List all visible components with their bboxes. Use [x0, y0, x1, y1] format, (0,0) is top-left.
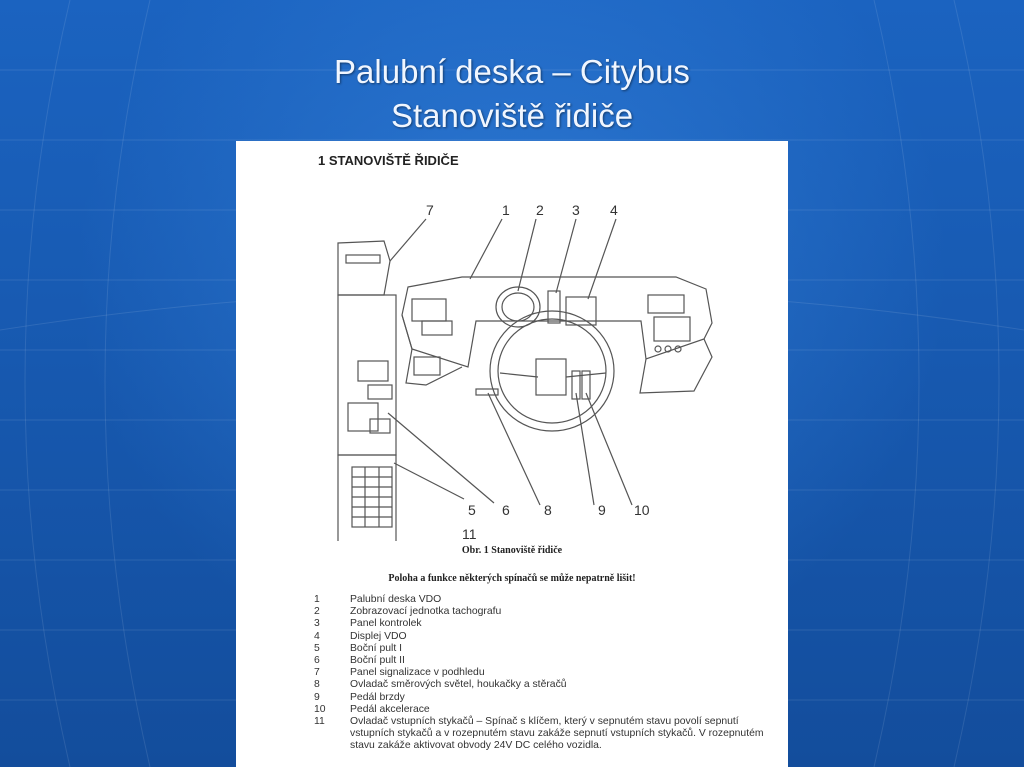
slide-title — [0, 50, 1024, 138]
legend-text: Ovladač vstupních stykačů – Spínač s klíčem, který v sepnutém stavu povolí sepnutí vstupních stykačů a v rozepnutém stavu zakáže sepnutí vstupních stykačů. V rozepnutém stavu zakáže aktivovat obvody 24V DC celého vozidla. — [350, 716, 764, 752]
legend-number: 2 — [314, 606, 320, 618]
legend-number: 1 — [314, 594, 320, 605]
steering-wheel — [490, 311, 614, 431]
warning-note: Poloha a funkce některých spínačů se může nepatrně lišit! — [388, 573, 636, 584]
callout-8: 8 — [544, 502, 552, 518]
side-column-lower — [338, 455, 396, 541]
callout-7: 7 — [426, 202, 434, 218]
callout-10: 10 — [634, 502, 650, 518]
slide-title-line1: Palubní deska – Citybus — [334, 53, 690, 90]
callout-4: 4 — [610, 202, 618, 218]
callout-11: 11 — [462, 526, 477, 541]
legend-item — [314, 692, 764, 704]
legend-item — [314, 679, 764, 691]
callout-1: 1 — [502, 202, 510, 218]
legend-item — [314, 704, 764, 716]
legend-number: 4 — [314, 630, 320, 642]
side-pult-switch-grid — [352, 467, 392, 527]
legend-text: Pedál brzdy — [350, 691, 405, 703]
indicator-panel — [548, 291, 560, 323]
callout-2: 2 — [536, 202, 544, 218]
legend-number: 10 — [314, 703, 326, 715]
slide-title-line2: Stanoviště řidiče — [390, 97, 634, 134]
legend-text: Displej VDO — [350, 630, 407, 642]
callout-6: 6 — [502, 502, 510, 518]
legend-number: 5 — [314, 642, 320, 654]
legend-text: Panel signalizace v podhledu — [350, 667, 485, 679]
legend-number: 11 — [314, 716, 325, 728]
callout-3: 3 — [572, 202, 580, 218]
legend-item — [314, 594, 764, 606]
legend-item — [314, 631, 764, 643]
document-scan — [236, 141, 788, 767]
callout-9: 9 — [598, 502, 606, 518]
legend-number: 9 — [314, 691, 320, 703]
legend-item — [314, 643, 764, 655]
dashboard-right-buttons — [648, 295, 684, 313]
legend-item — [314, 667, 764, 679]
legend-number: 6 — [314, 655, 320, 667]
legend-item — [314, 655, 764, 667]
legend-item — [314, 716, 764, 753]
driver-station-figure — [236, 171, 788, 541]
legend-text: Boční pult II — [350, 655, 405, 667]
legend-list — [314, 594, 764, 753]
legend-number: 7 — [314, 667, 320, 679]
dashboard-left-buttons — [412, 299, 446, 321]
ceiling-panel — [338, 241, 390, 295]
legend-text: Boční pult I — [350, 642, 402, 654]
document-heading: 1 STANOVIŠTĚ ŘIDIČE — [318, 153, 459, 168]
legend-text: Panel kontrolek — [350, 618, 422, 630]
legend-item — [314, 606, 764, 618]
legend-text: Zobrazovací jednotka tachografu — [350, 606, 502, 618]
legend-item — [314, 618, 764, 630]
legend-number: 3 — [314, 618, 320, 630]
legend-text: Ovladač směrových světel, houkačky a stěračů — [350, 679, 567, 691]
legend-number: 8 — [314, 679, 320, 691]
figure-caption: Obr. 1 Stanoviště řidiče — [461, 545, 563, 556]
callout-5: 5 — [468, 502, 476, 518]
legend-text: Palubní deska VDO — [350, 594, 442, 605]
steering-hub — [536, 359, 566, 395]
legend-text: Pedál akcelerace — [350, 703, 430, 715]
